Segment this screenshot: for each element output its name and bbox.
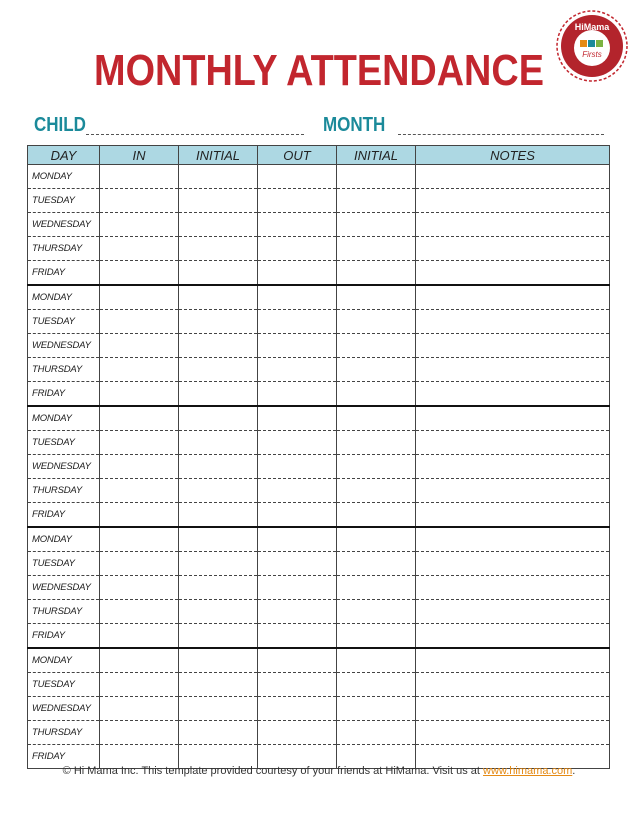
out-cell[interactable] bbox=[258, 673, 337, 697]
out-cell[interactable] bbox=[258, 237, 337, 261]
notes-cell[interactable] bbox=[416, 213, 610, 237]
in-cell[interactable] bbox=[100, 213, 179, 237]
initial-out-cell[interactable] bbox=[337, 600, 416, 624]
table-row bbox=[28, 310, 610, 334]
in-cell[interactable] bbox=[100, 334, 179, 358]
svg-text:HiMama: HiMama bbox=[574, 22, 610, 32]
in-cell[interactable] bbox=[100, 358, 179, 382]
header-in: IN bbox=[100, 146, 179, 165]
out-cell[interactable] bbox=[258, 648, 337, 673]
header-initial-out: INITIAL bbox=[337, 146, 416, 165]
month-input-line[interactable] bbox=[398, 134, 604, 135]
initial-out-cell[interactable] bbox=[337, 189, 416, 213]
notes-cell[interactable] bbox=[416, 334, 610, 358]
initial-out-cell[interactable] bbox=[337, 576, 416, 600]
initial-out-cell[interactable] bbox=[337, 165, 416, 189]
in-cell[interactable] bbox=[100, 600, 179, 624]
day-cell: THURSDAY bbox=[28, 237, 100, 261]
initial-in-cell[interactable] bbox=[179, 165, 258, 189]
table-row bbox=[28, 527, 610, 552]
initial-out-cell[interactable] bbox=[337, 673, 416, 697]
initial-in-cell[interactable] bbox=[179, 527, 258, 552]
table-row bbox=[28, 189, 610, 213]
initial-out-cell[interactable] bbox=[337, 527, 416, 552]
table-row bbox=[28, 552, 610, 576]
footer-link[interactable]: www.himama.com bbox=[483, 765, 573, 777]
day-cell: MONDAY bbox=[28, 527, 100, 552]
day-cell: FRIDAY bbox=[28, 503, 100, 528]
initial-in-cell[interactable] bbox=[179, 697, 258, 721]
initial-in-cell[interactable] bbox=[179, 503, 258, 528]
out-cell[interactable] bbox=[258, 479, 337, 503]
attendance-rows bbox=[28, 165, 610, 769]
day-cell: MONDAY bbox=[28, 648, 100, 673]
month-label: MONTH bbox=[323, 114, 386, 136]
footer-text: © Hi Mama Inc. This template provided courtesy of your friends at HiMama. Visit us at bbox=[62, 765, 484, 777]
table-row bbox=[28, 624, 610, 649]
out-cell[interactable] bbox=[258, 697, 337, 721]
header-day: DAY bbox=[28, 146, 100, 165]
day-cell: TUESDAY bbox=[28, 189, 100, 213]
notes-cell[interactable] bbox=[416, 189, 610, 213]
table-row bbox=[28, 165, 610, 189]
initial-out-cell[interactable] bbox=[337, 213, 416, 237]
initial-out-cell[interactable] bbox=[337, 334, 416, 358]
out-cell[interactable] bbox=[258, 406, 337, 431]
initial-in-cell[interactable] bbox=[179, 648, 258, 673]
out-cell[interactable] bbox=[258, 213, 337, 237]
header-notes: NOTES bbox=[416, 146, 610, 165]
initial-in-cell[interactable] bbox=[179, 479, 258, 503]
initial-in-cell[interactable] bbox=[179, 673, 258, 697]
in-cell[interactable] bbox=[100, 310, 179, 334]
in-cell[interactable] bbox=[100, 624, 179, 649]
in-cell[interactable] bbox=[100, 406, 179, 431]
table-row bbox=[28, 576, 610, 600]
initial-out-cell[interactable] bbox=[337, 382, 416, 407]
initial-out-cell[interactable] bbox=[337, 261, 416, 286]
table-row bbox=[28, 358, 610, 382]
day-cell: WEDNESDAY bbox=[28, 455, 100, 479]
day-cell: TUESDAY bbox=[28, 552, 100, 576]
in-cell[interactable] bbox=[100, 382, 179, 407]
in-cell[interactable] bbox=[100, 455, 179, 479]
out-cell[interactable] bbox=[258, 382, 337, 407]
initial-out-cell[interactable] bbox=[337, 310, 416, 334]
table-row bbox=[28, 213, 610, 237]
initial-out-cell[interactable] bbox=[337, 721, 416, 745]
footer-end: . bbox=[572, 765, 576, 777]
notes-cell[interactable] bbox=[416, 358, 610, 382]
table-row bbox=[28, 285, 610, 310]
initial-in-cell[interactable] bbox=[179, 261, 258, 286]
table-row bbox=[28, 697, 610, 721]
out-cell[interactable] bbox=[258, 310, 337, 334]
header-initial-in: INITIAL bbox=[179, 146, 258, 165]
notes-cell[interactable] bbox=[416, 310, 610, 334]
initial-in-cell[interactable] bbox=[179, 406, 258, 431]
out-cell[interactable] bbox=[258, 358, 337, 382]
initial-in-cell[interactable] bbox=[179, 552, 258, 576]
in-cell[interactable] bbox=[100, 431, 179, 455]
initial-in-cell[interactable] bbox=[179, 237, 258, 261]
initial-in-cell[interactable] bbox=[179, 310, 258, 334]
initial-out-cell[interactable] bbox=[337, 431, 416, 455]
initial-in-cell[interactable] bbox=[179, 600, 258, 624]
day-cell: THURSDAY bbox=[28, 721, 100, 745]
header-out: OUT bbox=[258, 146, 337, 165]
notes-cell[interactable] bbox=[416, 382, 610, 407]
day-cell: FRIDAY bbox=[28, 624, 100, 649]
in-cell[interactable] bbox=[100, 285, 179, 310]
notes-cell[interactable] bbox=[416, 431, 610, 455]
initial-out-cell[interactable] bbox=[337, 697, 416, 721]
notes-cell[interactable] bbox=[416, 624, 610, 649]
in-cell[interactable] bbox=[100, 527, 179, 552]
himama-badge-logo bbox=[556, 10, 628, 82]
table-row bbox=[28, 261, 610, 286]
day-cell: WEDNESDAY bbox=[28, 334, 100, 358]
out-cell[interactable] bbox=[258, 624, 337, 649]
day-cell: FRIDAY bbox=[28, 745, 100, 769]
child-input-line[interactable] bbox=[86, 134, 304, 135]
day-cell: MONDAY bbox=[28, 165, 100, 189]
table-row bbox=[28, 673, 610, 697]
day-cell: THURSDAY bbox=[28, 600, 100, 624]
notes-cell[interactable] bbox=[416, 165, 610, 189]
initial-out-cell[interactable] bbox=[337, 455, 416, 479]
notes-cell[interactable] bbox=[416, 600, 610, 624]
out-cell[interactable] bbox=[258, 189, 337, 213]
initial-in-cell[interactable] bbox=[179, 455, 258, 479]
initial-in-cell[interactable] bbox=[179, 721, 258, 745]
table-row bbox=[28, 503, 610, 528]
notes-cell[interactable] bbox=[416, 479, 610, 503]
out-cell[interactable] bbox=[258, 600, 337, 624]
initial-in-cell[interactable] bbox=[179, 358, 258, 382]
day-cell: FRIDAY bbox=[28, 382, 100, 407]
notes-cell[interactable] bbox=[416, 721, 610, 745]
in-cell[interactable] bbox=[100, 697, 179, 721]
initial-out-cell[interactable] bbox=[337, 648, 416, 673]
footer bbox=[0, 765, 638, 777]
table-row bbox=[28, 382, 610, 407]
out-cell[interactable] bbox=[258, 261, 337, 286]
out-cell[interactable] bbox=[258, 165, 337, 189]
out-cell[interactable] bbox=[258, 285, 337, 310]
notes-cell[interactable] bbox=[416, 261, 610, 286]
notes-cell[interactable] bbox=[416, 406, 610, 431]
initial-in-cell[interactable] bbox=[179, 189, 258, 213]
in-cell[interactable] bbox=[100, 503, 179, 528]
in-cell[interactable] bbox=[100, 648, 179, 673]
out-cell[interactable] bbox=[258, 527, 337, 552]
day-cell: THURSDAY bbox=[28, 479, 100, 503]
initial-in-cell[interactable] bbox=[179, 576, 258, 600]
initial-in-cell[interactable] bbox=[179, 334, 258, 358]
out-cell[interactable] bbox=[258, 721, 337, 745]
in-cell[interactable] bbox=[100, 673, 179, 697]
in-cell[interactable] bbox=[100, 189, 179, 213]
notes-cell[interactable] bbox=[416, 527, 610, 552]
table-row bbox=[28, 600, 610, 624]
out-cell[interactable] bbox=[258, 334, 337, 358]
day-cell: TUESDAY bbox=[28, 310, 100, 334]
notes-cell[interactable] bbox=[416, 697, 610, 721]
initial-out-cell[interactable] bbox=[337, 237, 416, 261]
table-row bbox=[28, 237, 610, 261]
out-cell[interactable] bbox=[258, 455, 337, 479]
in-cell[interactable] bbox=[100, 721, 179, 745]
table-header-row bbox=[28, 146, 610, 165]
initial-out-cell[interactable] bbox=[337, 624, 416, 649]
in-cell[interactable] bbox=[100, 576, 179, 600]
table-row bbox=[28, 406, 610, 431]
notes-cell[interactable] bbox=[416, 673, 610, 697]
in-cell[interactable] bbox=[100, 479, 179, 503]
page-title: MONTHLY ATTENDANCE bbox=[94, 46, 544, 95]
day-cell: WEDNESDAY bbox=[28, 697, 100, 721]
notes-cell[interactable] bbox=[416, 552, 610, 576]
notes-cell[interactable] bbox=[416, 237, 610, 261]
table-row bbox=[28, 648, 610, 673]
day-cell: WEDNESDAY bbox=[28, 213, 100, 237]
out-cell[interactable] bbox=[258, 576, 337, 600]
initial-out-cell[interactable] bbox=[337, 285, 416, 310]
notes-cell[interactable] bbox=[416, 503, 610, 528]
initial-in-cell[interactable] bbox=[179, 213, 258, 237]
table-row bbox=[28, 431, 610, 455]
day-cell: FRIDAY bbox=[28, 261, 100, 286]
table-row bbox=[28, 479, 610, 503]
attendance-table bbox=[27, 145, 610, 769]
day-cell: THURSDAY bbox=[28, 358, 100, 382]
initial-out-cell[interactable] bbox=[337, 552, 416, 576]
in-cell[interactable] bbox=[100, 237, 179, 261]
table-row bbox=[28, 721, 610, 745]
svg-text:Firsts: Firsts bbox=[582, 50, 602, 59]
initial-out-cell[interactable] bbox=[337, 479, 416, 503]
initial-in-cell[interactable] bbox=[179, 285, 258, 310]
initial-out-cell[interactable] bbox=[337, 503, 416, 528]
initial-out-cell[interactable] bbox=[337, 358, 416, 382]
in-cell[interactable] bbox=[100, 165, 179, 189]
in-cell[interactable] bbox=[100, 552, 179, 576]
out-cell[interactable] bbox=[258, 552, 337, 576]
initial-in-cell[interactable] bbox=[179, 382, 258, 407]
notes-cell[interactable] bbox=[416, 285, 610, 310]
notes-cell[interactable] bbox=[416, 648, 610, 673]
in-cell[interactable] bbox=[100, 261, 179, 286]
day-cell: WEDNESDAY bbox=[28, 576, 100, 600]
initial-in-cell[interactable] bbox=[179, 624, 258, 649]
initial-in-cell[interactable] bbox=[179, 431, 258, 455]
table-row bbox=[28, 455, 610, 479]
out-cell[interactable] bbox=[258, 503, 337, 528]
day-cell: MONDAY bbox=[28, 285, 100, 310]
child-label: CHILD bbox=[34, 114, 86, 136]
day-cell: TUESDAY bbox=[28, 673, 100, 697]
notes-cell[interactable] bbox=[416, 576, 610, 600]
table-row bbox=[28, 334, 610, 358]
notes-cell[interactable] bbox=[416, 455, 610, 479]
out-cell[interactable] bbox=[258, 431, 337, 455]
day-cell: MONDAY bbox=[28, 406, 100, 431]
initial-out-cell[interactable] bbox=[337, 406, 416, 431]
day-cell: TUESDAY bbox=[28, 431, 100, 455]
